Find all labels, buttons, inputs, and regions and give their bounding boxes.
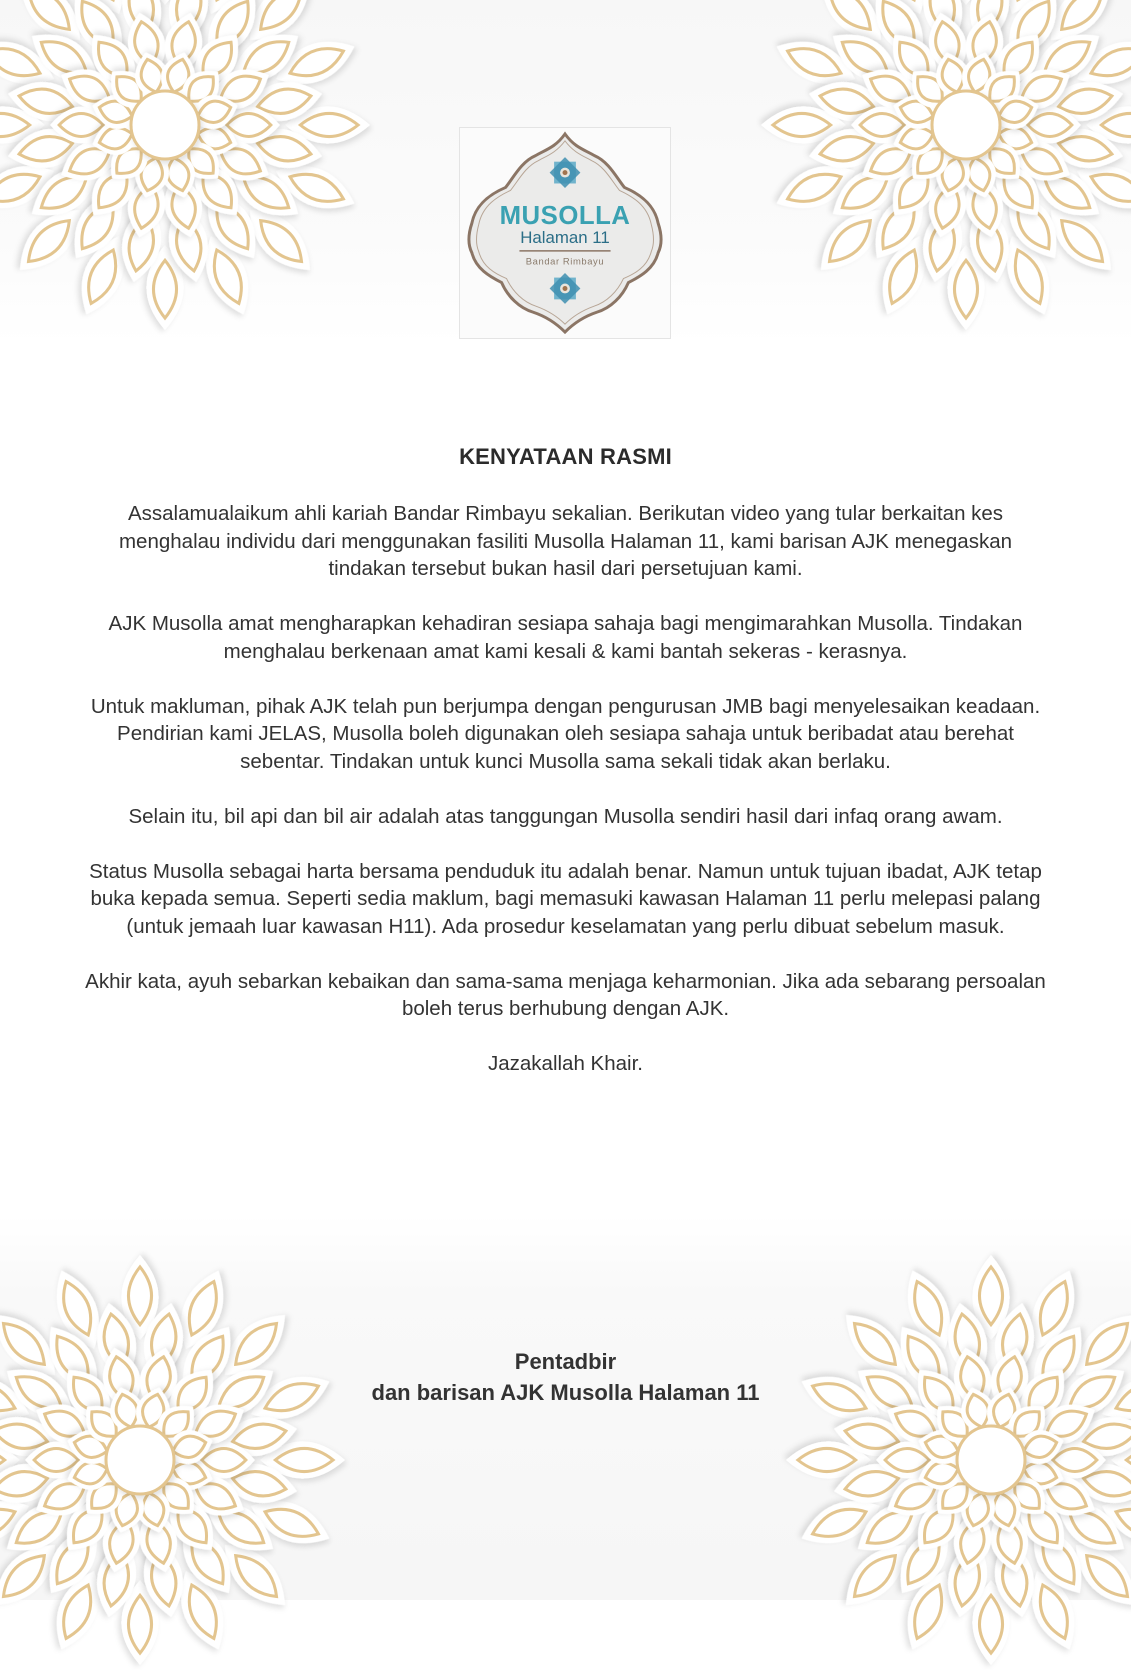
paragraph-jmb-meeting: Untuk makluman, pihak AJK telah pun berjumpa dengan pengurusan JMB bagi menyelesaikan keadaan. Pendirian kami JELAS, Musolla boleh digunakan oleh sesiapa sahaja untuk beribadat atau berehat sebentar. Tindakan untuk kunci Musolla sama sekali tidak akan berlaku. (90, 694, 1041, 773)
logo-title: MUSOLLA (499, 202, 631, 231)
mandala-flower-icon (781, 1250, 1131, 1670)
statement-body (80, 500, 1051, 1105)
paragraph-closing: Akhir kata, ayuh sebarkan kebaikan dan sama-sama menjaga keharmonian. Jika ada sebarang persoalan boleh terus berhubung dengan AJK. (85, 969, 1046, 1020)
logo-subtitle: Halaman 11 (520, 227, 610, 247)
mandala-flower-icon (0, 1250, 350, 1670)
mandala-flower-icon (0, 0, 375, 335)
paragraph-utility-bills: Selain itu, bil api dan bil air adalah atas tanggungan Musolla sendiri hasil dari infaq orang awam. (128, 804, 1003, 828)
mandala-flower-icon (756, 0, 1131, 335)
signature-line-1: Pentadbir (514, 1349, 617, 1374)
statement-title: KENYATAAN RASMI (459, 444, 672, 469)
ornament-star-icon (550, 157, 581, 188)
signature-block (0, 1346, 1131, 1408)
logo-location: Bandar Rimbayu (525, 255, 605, 267)
paragraph-status: Status Musolla sebagai harta bersama penduduk itu adalah benar. Namun untuk tujuan ibadat, AJK tetap buka kepada semua. Seperti sedia maklum, bagi memasuki kawasan Halaman 11 perlu melepasi palang (untuk jemaah luar kawasan H11). Ada prosedur keselamatan yang perlu dibuat sebelum masuk. (89, 859, 1042, 938)
ornament-star-icon (550, 273, 581, 304)
paragraph-welcome: AJK Musolla amat mengharapkan kehadiran sesiapa sahaja bagi mengimarahkan Musolla. Tindakan menghalau berkenaan amat kami kesali & kami bantah sekeras - kerasnya. (108, 612, 1023, 663)
signature-line-2: dan barisan AJK Musolla Halaman 11 (371, 1380, 760, 1405)
paragraph-thanks: Jazakallah Khair. (488, 1052, 643, 1075)
musolla-logo (459, 127, 671, 339)
paragraph-greeting: Assalamualaikum ahli kariah Bandar Rimbayu sekalian. Berikutan video yang tular berkaitan kes menghalau individu dari menggunakan fasiliti Musolla Halaman 11, kami barisan AJK menegaskan tindakan tersebut bukan hasil dari persetujuan kami. (118, 502, 1012, 580)
